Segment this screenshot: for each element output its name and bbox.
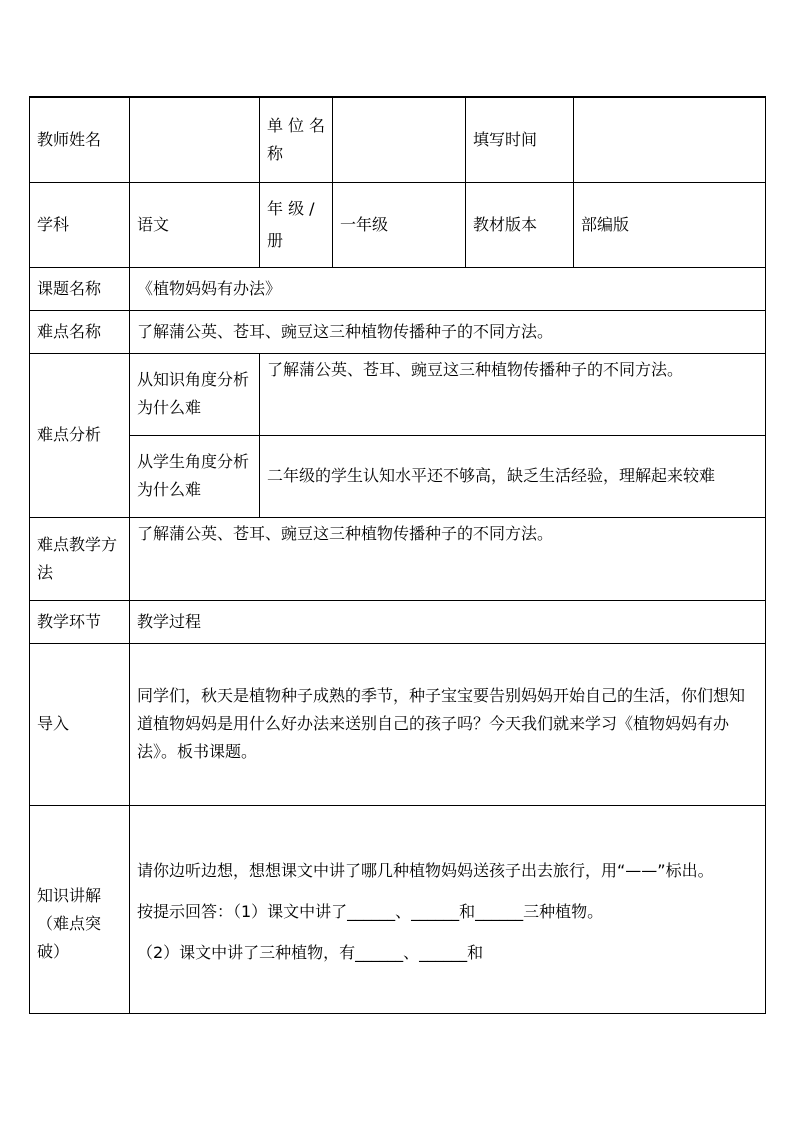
textbook-value: 部编版 bbox=[574, 182, 766, 267]
teacher-name-label: 教师姓名 bbox=[30, 97, 130, 182]
table-row bbox=[30, 353, 766, 435]
table-row bbox=[30, 435, 766, 517]
table-row bbox=[30, 310, 766, 353]
knowledge-content bbox=[130, 805, 766, 1013]
student-angle-value: 二年级的学生认知水平还不够高，缺乏生活经验，理解起来较难 bbox=[260, 435, 766, 517]
intro-label: 导入 bbox=[30, 643, 130, 805]
table-row bbox=[30, 97, 766, 182]
topic-value: 《植物妈妈有办法》 bbox=[130, 267, 766, 310]
knowledge-instruction: 请你边听边想，想想课文中讲了哪几种植物妈妈送孩子出去旅行，用“——”标出。 bbox=[137, 860, 714, 880]
subject-label: 学科 bbox=[30, 182, 130, 267]
student-angle-label: 从学生角度分析为什么难 bbox=[130, 435, 260, 517]
knowledge-label: 知识讲解（难点突破） bbox=[30, 805, 130, 1013]
analysis-label: 难点分析 bbox=[30, 353, 130, 517]
table-row bbox=[30, 267, 766, 310]
knowledge-angle-value: 了解蒲公英、苍耳、豌豆这三种植物传播种子的不同方法。 bbox=[260, 353, 766, 435]
fill-date-value bbox=[574, 97, 766, 182]
fill-date-label: 填写时间 bbox=[466, 97, 574, 182]
knowledge-question-1: 按提示回答：（1）课文中讲了______、______和______三种植物。 bbox=[137, 901, 604, 921]
intro-text: 同学们，秋天是植物种子成熟的季节，种子宝宝要告别妈妈开始自己的生活，你们想知道植物妈妈是用什么好办法来送别自己的孩子吗？今天我们就来学习《植物妈妈有办法》。板书课题。 bbox=[130, 643, 766, 805]
difficulty-value: 了解蒲公英、苍耳、豌豆这三种植物传播种子的不同方法。 bbox=[130, 310, 766, 353]
process-step-label: 教学环节 bbox=[30, 600, 130, 643]
method-label: 难点教学方法 bbox=[30, 517, 130, 600]
table-row bbox=[30, 182, 766, 267]
knowledge-question-2: （2）课文中讲了三种植物，有______、______和 bbox=[137, 942, 484, 962]
grade-value: 一年级 bbox=[333, 182, 466, 267]
subject-value: 语文 bbox=[130, 182, 260, 267]
lesson-plan-table bbox=[29, 96, 766, 1014]
table-row bbox=[30, 517, 766, 600]
process-label: 教学过程 bbox=[130, 600, 766, 643]
textbook-label: 教材版本 bbox=[466, 182, 574, 267]
grade-label: 年 级 / 册 bbox=[260, 182, 333, 267]
method-value: 了解蒲公英、苍耳、豌豆这三种植物传播种子的不同方法。 bbox=[130, 517, 766, 600]
teacher-name-value bbox=[130, 97, 260, 182]
knowledge-angle-label: 从知识角度分析为什么难 bbox=[130, 353, 260, 435]
table-row bbox=[30, 600, 766, 643]
table-row bbox=[30, 805, 766, 1013]
table-row bbox=[30, 643, 766, 805]
unit-name-value bbox=[333, 97, 466, 182]
unit-name-label: 单位名称 bbox=[260, 97, 333, 182]
topic-label: 课题名称 bbox=[30, 267, 130, 310]
difficulty-label: 难点名称 bbox=[30, 310, 130, 353]
